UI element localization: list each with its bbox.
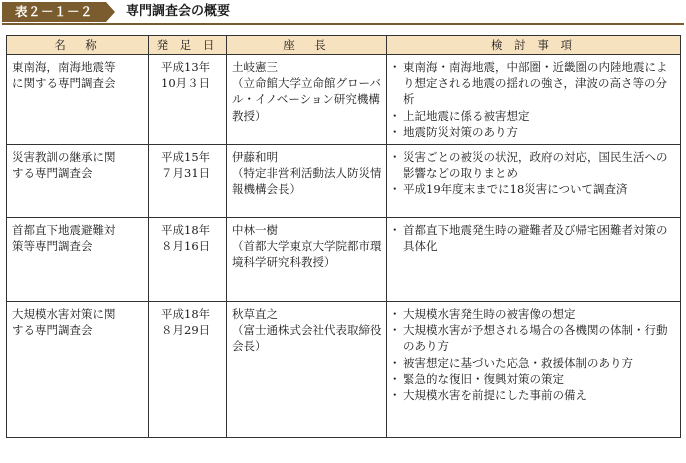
topic-item: ・ 大規模水害発生時の被害像の想定: [391, 306, 676, 322]
table-row: [7, 302, 681, 438]
committee-name-cell: [7, 218, 149, 302]
topic-item: ・ 災害ごとの被災の状況，政府の対応，国民生活への影響などの取りまとめ: [391, 149, 676, 181]
chair-name: 中林一樹: [232, 223, 278, 238]
start-date-cell: [149, 55, 227, 145]
table-title: 専門調査会の概要: [126, 4, 231, 19]
column-header-topics: 検 討 事 項: [387, 36, 681, 55]
committee-name-cell: [7, 55, 149, 145]
topic-item: ・ 首都直下地震発生時の避難者及び帰宅困難者対策の具体化: [391, 222, 676, 254]
table-header-row: [7, 36, 681, 55]
chair-affiliation: （首都大学東京大学院都市環境科学研究科教授）: [232, 239, 382, 270]
committee-name-line: 策等専門調査会: [12, 239, 93, 254]
committee-name-line: する専門調査会: [12, 166, 93, 181]
table-number-label: 表２－１－２: [2, 2, 106, 22]
topic-item: ・ 大規模水害が予想される場合の各機関の体制・行動のあり方: [391, 322, 676, 354]
committee-name-line: 首都直下地震避難対: [12, 223, 116, 238]
start-date-day: 10月３日: [161, 76, 211, 91]
committee-name-cell: [7, 145, 149, 218]
label-arrow-decoration: [106, 2, 115, 22]
committee-name-line: 大規模水害対策に関: [12, 307, 116, 322]
table-header: [2, 2, 682, 22]
topics-list: [391, 149, 676, 198]
table-row: [7, 145, 681, 218]
committee-name-cell: [7, 302, 149, 438]
chair-cell: [227, 145, 387, 218]
topics-list: [391, 306, 676, 403]
chair-affiliation: （特定非営利活動法人防災情報機構会長）: [232, 166, 382, 197]
topics-list: [391, 222, 676, 254]
chair-name: 伊藤和明: [232, 150, 278, 165]
chair-affiliation: （立命館大学立命館グローバル・イノベーション研究機構教授）: [232, 76, 381, 123]
column-header-chair: 座 長: [227, 36, 387, 55]
header-rule: [2, 23, 684, 25]
committee-name-line: に関する専門調査会: [12, 76, 116, 91]
chair-name: 土岐憲三: [232, 60, 278, 74]
start-date-cell: [149, 218, 227, 302]
committee-name-line: する専門調査会: [12, 323, 93, 338]
topic-item: ・ 平成19年度末までに18災害について調査済: [391, 181, 676, 197]
start-date-day: ８月29日: [161, 323, 211, 338]
start-date-year: 平成13年: [161, 60, 211, 74]
topics-list: [391, 59, 676, 140]
committee-table: [6, 35, 681, 438]
topic-item: ・ 上記地震に係る被害想定: [391, 108, 676, 124]
topic-item: ・ 大規模水害を前提にした事前の備え: [391, 387, 676, 403]
topic-item: ・ 東南海・南海地震，中部圏・近畿圏の内陸地震により想定される地震の揺れの強さ，津波の高さ等の分析: [391, 59, 676, 108]
committee-name-line: 災害教訓の継承に関: [12, 150, 116, 165]
topics-cell: [387, 55, 681, 145]
table-row: [7, 55, 681, 145]
chair-name: 秋草直之: [232, 307, 278, 322]
start-date-cell: [149, 145, 227, 218]
chair-cell: [227, 218, 387, 302]
topic-item: ・ 地震防災対策のあり方: [391, 124, 676, 140]
topics-cell: [387, 145, 681, 218]
topics-cell: [387, 302, 681, 438]
start-date-year: 平成15年: [161, 150, 211, 165]
start-date-year: 平成18年: [161, 223, 211, 238]
chair-affiliation: （富士通株式会社代表取締役会長）: [232, 323, 382, 354]
start-date-day: ７月31日: [161, 166, 211, 181]
column-header-name: 名 称: [7, 36, 149, 55]
table-row: [7, 218, 681, 302]
committee-name-line: 東南海，南海地震等: [12, 60, 116, 74]
start-date-cell: [149, 302, 227, 438]
column-header-date: 発 足 日: [149, 36, 227, 55]
chair-cell: [227, 302, 387, 438]
chair-cell: [227, 55, 387, 145]
topic-item: ・ 緊急的な復旧・復興対策の策定: [391, 371, 676, 387]
start-date-day: ８月16日: [161, 239, 211, 254]
topics-cell: [387, 218, 681, 302]
topic-item: ・ 被害想定に基づいた応急・救援体制のあり方: [391, 355, 676, 371]
start-date-year: 平成18年: [161, 307, 211, 322]
